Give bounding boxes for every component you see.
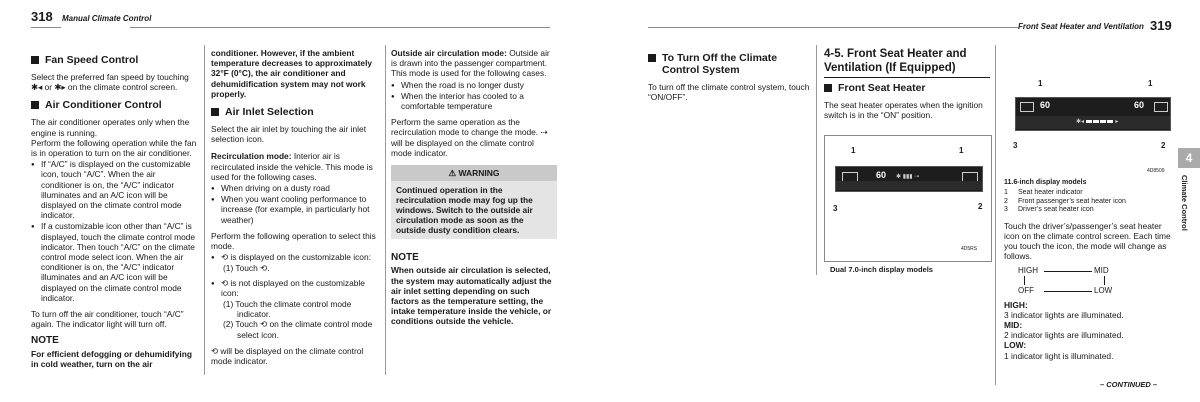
lcd-temperature-right: 60 — [1134, 100, 1145, 110]
list-item: ● If “A/C” is displayed on the customizable icon, touch “A/C”. When the air conditioner is on, the “A/C” indicator illuminates and an A/C icon will be displayed on the climate control mode indicator. — [31, 159, 197, 220]
recirc-bullet-list — [211, 183, 377, 225]
callout-1: 1 — [851, 146, 856, 155]
lcd-temperature-left: 60 — [1040, 100, 1051, 110]
square-bullet-icon — [31, 101, 39, 109]
header-rule-right — [648, 27, 1018, 28]
list-item: 3 Driver’s seat heater icon — [1004, 206, 1094, 214]
final-text: ⟲ will be displayed on the climate control mode indicator. — [211, 345, 364, 367]
mode-cycle-diagram — [1004, 264, 1172, 298]
arrow-line — [1024, 276, 1025, 285]
chapter-tab: 4 — [1178, 148, 1200, 168]
lcd-panel — [835, 166, 983, 192]
list-item: (2) Touch ⟲ on the climate control mode select icon. — [223, 319, 373, 340]
recirc-icon: ⟲ — [260, 319, 268, 330]
fan-speed-text: Select the preferred fan speed by touching ✱◂ or ✱▸ on the climate control screen. — [31, 72, 189, 93]
lcd-mode-indicator: ✱ ▮▮▮ ⇢ — [896, 174, 920, 180]
air-inlet-text: Select the air inlet by touching the air inlet selection icon. — [211, 124, 367, 145]
right-running-title: Front Seat Heater and Ventilation — [1018, 22, 1144, 31]
recirc-icon: ⟲ — [221, 277, 229, 288]
list-item: ● When driving on a dusty road — [211, 183, 377, 193]
air-inlet-heading: Air Inlet Selection — [211, 106, 377, 118]
continued-label: – CONTINUED – — [1100, 380, 1158, 389]
figure-caption: Dual 7.0-inch display models — [830, 265, 933, 274]
arrow-line — [1044, 271, 1092, 272]
figure-id: 4D8509 — [1147, 168, 1165, 174]
list-item: ● When the interior has cooled to a comfortable temperature — [391, 91, 557, 111]
list-item: ● When the road is no longer dusty — [391, 80, 557, 90]
warning-header: ⚠ WARNING — [391, 165, 557, 181]
arrow-line — [1044, 291, 1092, 292]
lcd-panel — [1015, 97, 1171, 131]
left-page-number: 318 — [31, 9, 53, 24]
section-heading: 4-5. Front Seat Heater and Ventilation (If Equipped) — [824, 48, 967, 74]
ac-text-1: The air conditioner operates only when the engine is running. — [31, 117, 190, 138]
operation-text: Perform the following operation to select this mode. — [211, 230, 376, 252]
ac-text-2: Perform the following operation while the fan is in operation to turn on the air conditioner. — [31, 137, 197, 159]
mid-text: 2 indicator lights are illuminated. — [1004, 330, 1124, 341]
callout-1: 1 — [1148, 79, 1153, 88]
fan-speed-heading: Fan Speed Control — [31, 54, 197, 66]
passenger-seat-heater-icon — [1154, 102, 1168, 112]
driver-seat-heater-icon — [1020, 102, 1034, 112]
figure-dual-display — [824, 135, 992, 262]
arrow-line — [1104, 276, 1105, 285]
outside-air-icon: ⇢ — [540, 127, 548, 138]
list-item: (1) Touch the climate control mode indicator. — [223, 299, 352, 320]
fan-down-icon: ✱◂ — [31, 82, 43, 93]
callout-3: 3 — [1013, 141, 1018, 150]
ac-control-heading: Air Conditioner Control — [31, 99, 197, 111]
square-bullet-icon — [31, 56, 39, 64]
step-list — [223, 263, 377, 273]
list-item: ● When you want cooling performance to increase (for example, in particularly hot weather) — [211, 194, 377, 225]
seat-heater-text: The seat heater operates when the ignition switch is in the “ON” position. — [824, 100, 983, 121]
recirc-icon: ⟲ — [260, 263, 268, 274]
figure-11-6-display — [1003, 65, 1173, 175]
outside-air-text: Outside air circulation mode: Outside air is drawn into the passenger compartment. This mode is used for the following cases. — [391, 48, 550, 79]
recirc-icon: ⟲ — [211, 345, 219, 356]
turn-off-text: To turn off the climate control system, touch “ON/OFF”. — [648, 82, 810, 103]
high-text: 3 indicator lights are illuminated. — [1004, 309, 1124, 320]
list-item: 2 Front passenger’s seat heater icon — [1004, 197, 1126, 205]
outside-bullet-list — [391, 80, 557, 112]
cycle-low: LOW — [1094, 285, 1113, 295]
column-divider — [385, 45, 386, 375]
list-item: ● ⟲ is not displayed on the customizable icon: — [211, 278, 377, 298]
recirc-step-list — [211, 278, 377, 298]
column-divider — [995, 45, 996, 385]
lcd-fan-bar: ✱◂ ▸ — [1016, 116, 1170, 129]
header-rule-left — [130, 27, 550, 28]
column-turn-off — [648, 48, 813, 109]
callout-1: 1 — [959, 146, 964, 155]
cycle-mid: MID — [1094, 265, 1109, 275]
list-item: (1) Touch ⟲. — [223, 263, 270, 274]
list-item: ● ⟲ is displayed on the customizable icon: — [211, 252, 377, 262]
square-bullet-icon — [824, 84, 832, 92]
list-item: 1 Seat heater indicator — [1004, 189, 1083, 197]
recirc-icon: ⟲ — [221, 252, 229, 263]
warning-triangle-icon: ⚠ — [448, 168, 457, 179]
low-text: 1 indicator light is illuminated. — [1004, 350, 1114, 361]
ac-bullet-list — [31, 159, 197, 303]
high-label: HIGH: — [1004, 299, 1028, 310]
lcd-bottom-bar — [836, 181, 982, 190]
cycle-off: OFF — [1018, 285, 1034, 295]
note-continued-text: conditioner. However, if the ambient temperature decreases to approximately 32°F (0°C), the air conditioner and dehumidification system may not work properly. — [211, 48, 373, 99]
callout-2: 2 — [978, 202, 983, 211]
column-divider — [816, 45, 817, 275]
turn-off-heading: To Turn Off the Climate Control System — [648, 52, 813, 76]
column-fan-ac — [31, 50, 197, 369]
left-running-title: Manual Climate Control — [62, 14, 152, 23]
header-rule-left-a — [31, 27, 61, 28]
column-air-inlet — [211, 48, 377, 373]
figure-id: 4D5RS — [961, 246, 978, 252]
recirc-step-list — [211, 252, 377, 262]
right-page-number: 319 — [1150, 18, 1172, 33]
section-rule — [824, 77, 990, 78]
warning-text: Continued operation in the recirculation mode may fog up the windows. Switch to the outside air circulation mode as soon as the outside dusty condition clears. — [391, 181, 557, 239]
square-bullet-icon — [648, 54, 656, 62]
recirc-text: Recirculation mode: Interior air is recirculated inside the vehicle. This mode is used for the following cases. — [211, 151, 373, 182]
front-seat-heater-heading: Front Seat Heater — [824, 82, 990, 94]
same-operation-text: Perform the same operation as the recirculation mode to change the mode. ⇢ will be displayed on the climate control mode indicator. — [391, 117, 548, 158]
note-text: For efficient defogging or dehumidifying in cold weather, turn on the air — [31, 348, 192, 369]
step-list — [223, 299, 377, 340]
warning-box — [391, 165, 557, 239]
fan-up-icon: ✱▸ — [54, 82, 66, 93]
callout-2: 2 — [1161, 141, 1166, 150]
note-heading: NOTE — [391, 252, 419, 264]
mid-label: MID: — [1004, 319, 1023, 330]
lcd-temperature: 60 — [876, 170, 887, 180]
callout-1: 1 — [1038, 79, 1043, 88]
note-heading: NOTE — [31, 335, 59, 347]
column-divider — [204, 45, 205, 375]
square-bullet-icon — [211, 108, 219, 116]
column-outside-air — [391, 48, 557, 327]
ac-text-3: To turn off the air conditioner, touch “A/C” again. The indicator light will turn off. — [31, 309, 184, 330]
note-text: When outside air circulation is selected, the system may automatically adjust the air inlet setting depending on such factors as the temperature setting, the intake temperature inside the vehicle, or conditions outside the vehicle. — [391, 265, 552, 327]
column-seat-heater — [824, 48, 990, 127]
cycle-text: Touch the driver’s/passenger’s seat heater icon on the climate control screen. Each time you touch the icon, the mode will change as follows. — [1004, 220, 1171, 262]
callout-3: 3 — [833, 204, 838, 213]
cycle-high: HIGH — [1018, 265, 1038, 275]
chapter-tab-label: Climate Control — [1180, 175, 1189, 231]
low-label: LOW: — [1004, 340, 1027, 351]
list-item: ● If a customizable icon other than “A/C” is displayed, touch the climate control mode indicator. Then touch “A/C” on the climate control mode select icon. When the air conditioner is on, the “A/C” indicator illuminates and an A/C icon will be displayed on the climate control mode indicator. — [31, 221, 197, 303]
legend-list — [1004, 189, 1172, 215]
legend-title: 11.6-inch display models — [1004, 179, 1087, 186]
column-seat-heater-cont — [1004, 178, 1172, 361]
